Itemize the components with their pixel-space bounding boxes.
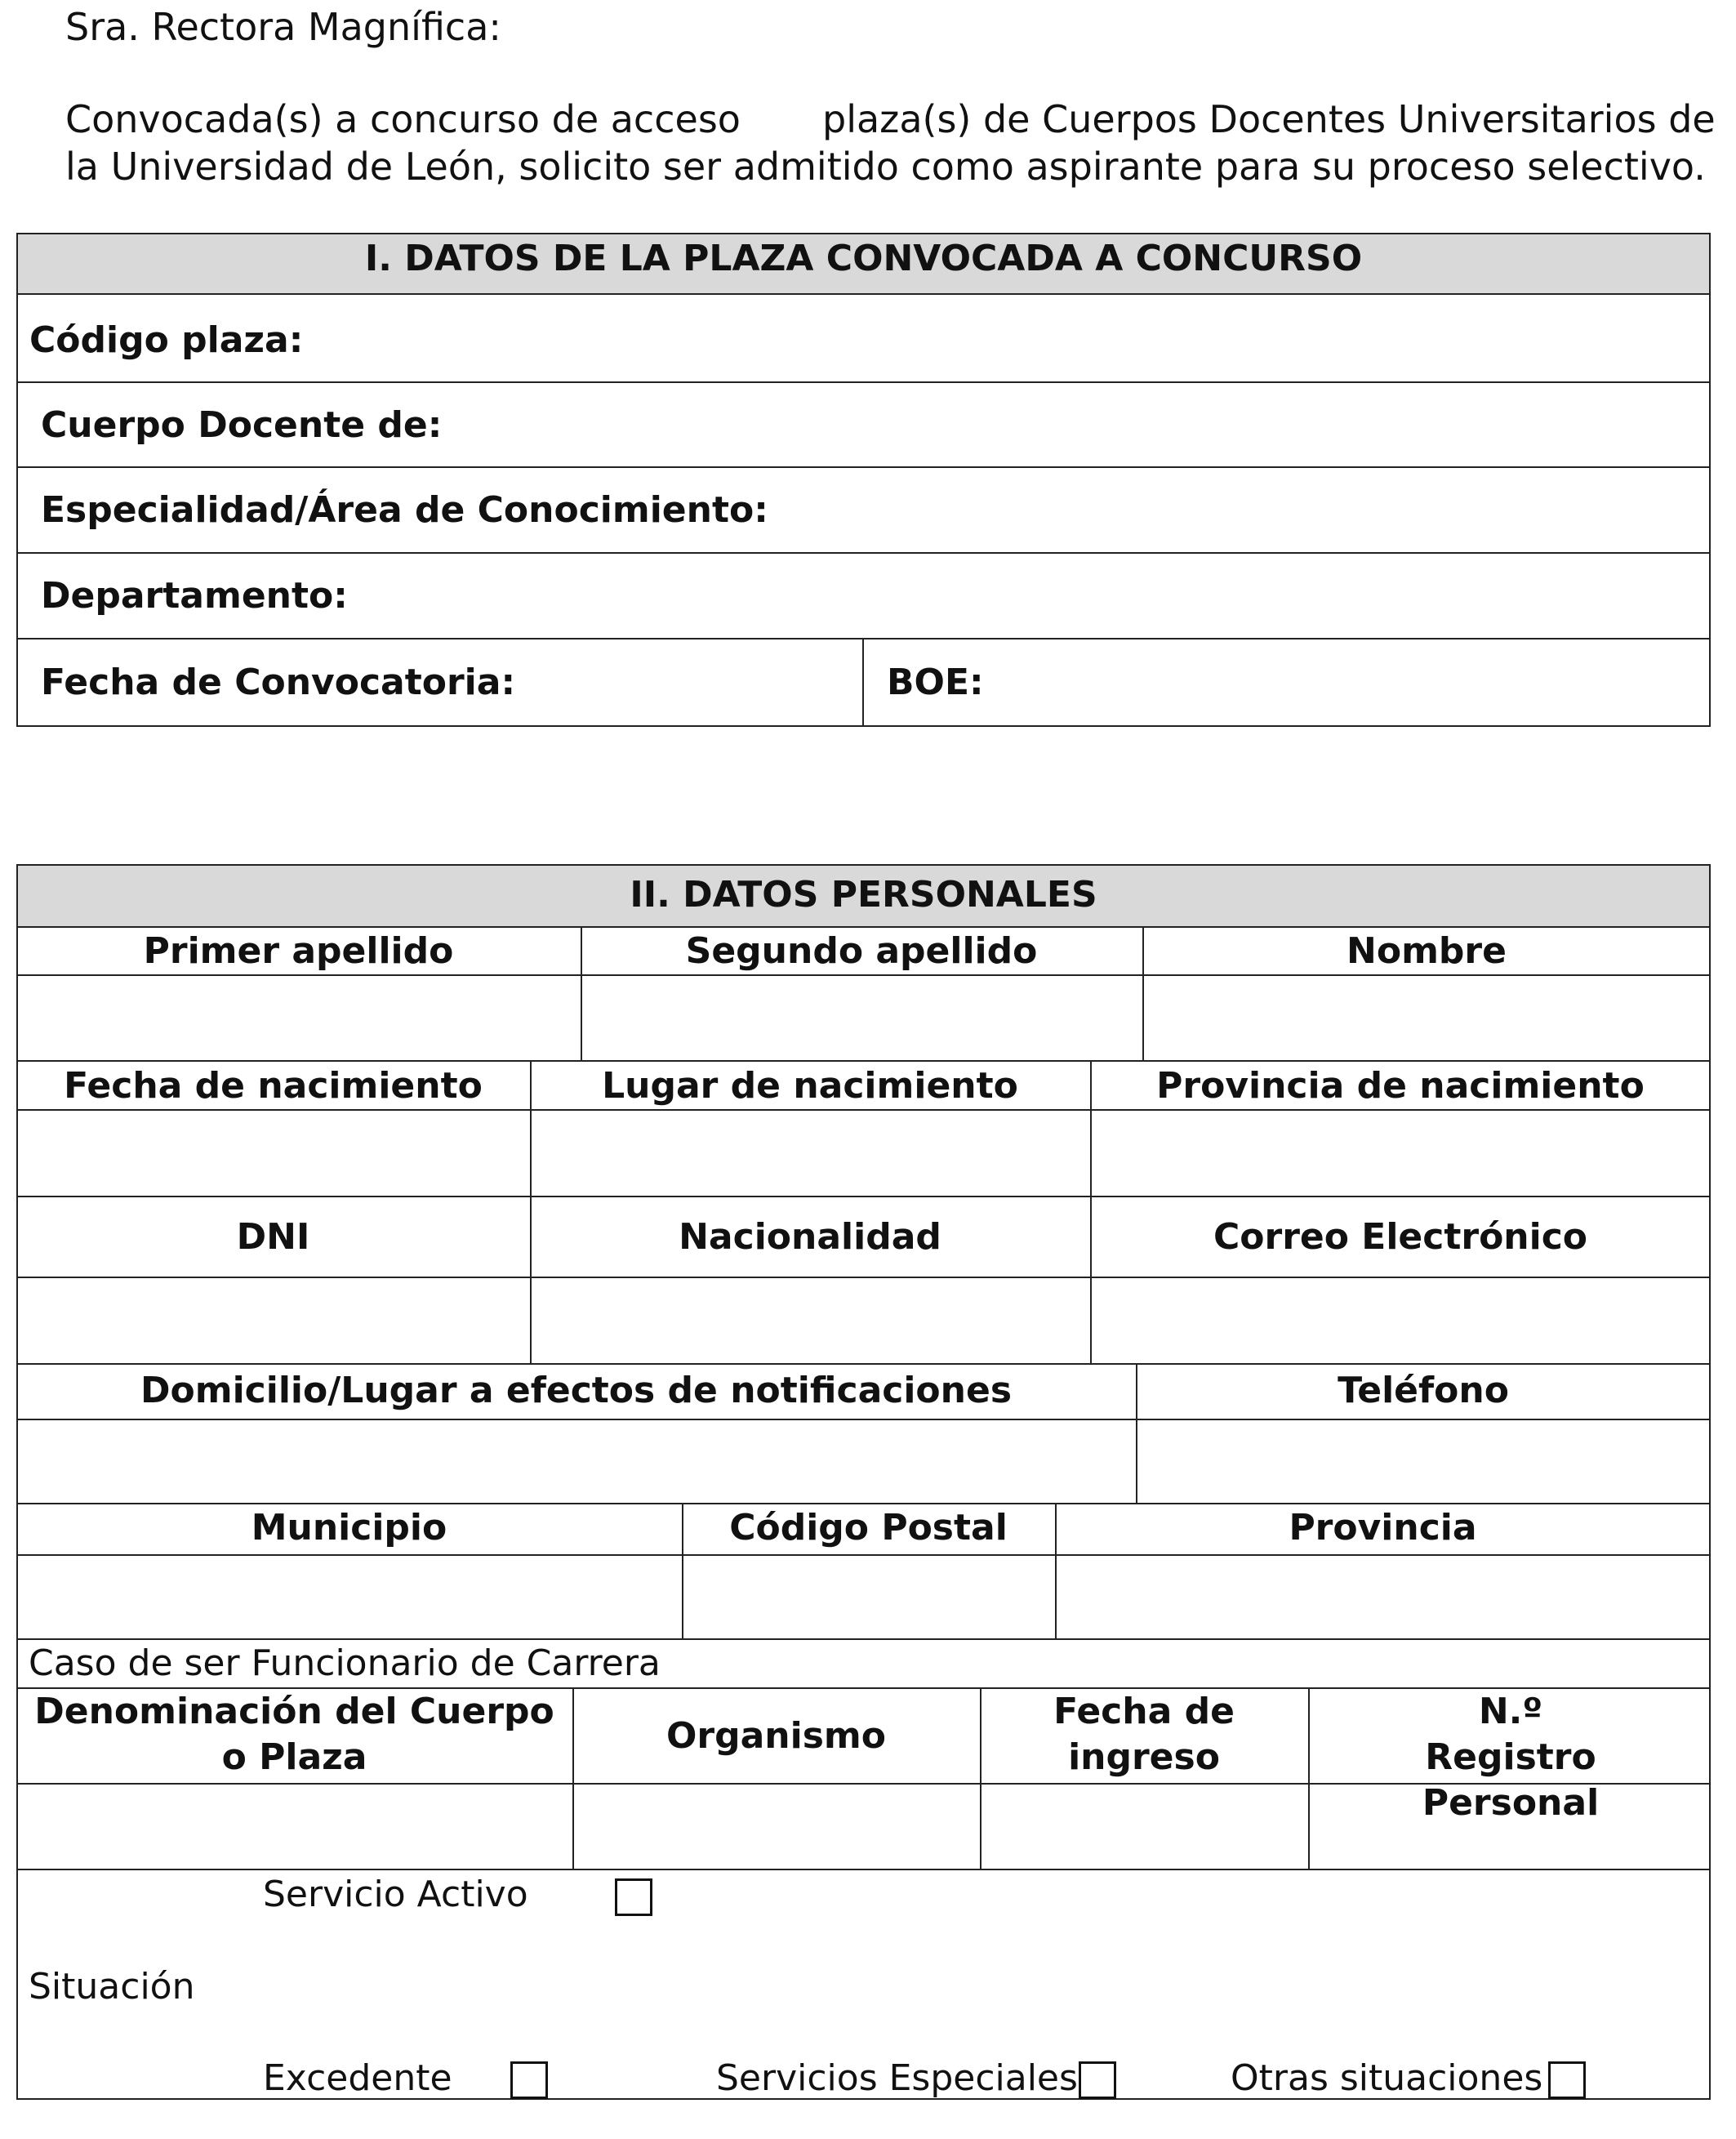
divider [16, 926, 1711, 928]
primer-apellido-input[interactable] [18, 976, 581, 1060]
divider [16, 1060, 1711, 1062]
segundo-apellido-header: Segundo apellido [685, 930, 1038, 972]
intro-line-2: la Universidad de León, solicito ser admitido como aspirante para su proceso selectivo. [65, 145, 1706, 189]
primer-apellido-header: Primer apellido [143, 930, 454, 972]
funcionario-caption: Caso de ser Funcionario de Carrera [29, 1642, 661, 1684]
divider [16, 1196, 1711, 1197]
servicio-activo-label: Servicio Activo [263, 1874, 528, 1915]
servicio-activo-checkbox[interactable] [615, 1878, 652, 1916]
organismo-header: Organismo [666, 1715, 886, 1757]
telefono-input[interactable] [1137, 1420, 1709, 1503]
codigo-plaza-label: Código plaza: [29, 319, 304, 361]
divider [16, 1503, 1711, 1504]
fecha-ingreso-header: Fecha de ingreso [1053, 1691, 1235, 1778]
departamento-field[interactable] [18, 554, 1709, 638]
section2-title: II. DATOS PERSONALES [630, 874, 1097, 916]
nacionalidad-input[interactable] [532, 1278, 1090, 1363]
divider [16, 1638, 1711, 1640]
intro-line-1a: Convocada(s) a concurso de acceso [65, 97, 741, 141]
servicios-especiales-checkbox[interactable] [1079, 2061, 1116, 2099]
segundo-apellido-input[interactable] [582, 976, 1142, 1060]
situacion-label: Situación [29, 1966, 195, 2008]
especialidad-label: Especialidad/Área de Conocimiento: [41, 489, 768, 531]
telefono-header: Teléfono [1338, 1370, 1509, 1411]
otras-situaciones-label: Otras situaciones [1231, 2057, 1543, 2099]
dni-header: DNI [236, 1216, 310, 1258]
nacionalidad-header: Nacionalidad [679, 1216, 941, 1258]
departamento-label: Departamento: [41, 575, 348, 617]
nombre-input[interactable] [1144, 976, 1709, 1060]
municipio-input[interactable] [18, 1556, 682, 1638]
fecha-nacimiento-header: Fecha de nacimiento [64, 1065, 483, 1107]
fecha-ingreso-input[interactable] [982, 1785, 1308, 1869]
lugar-nacimiento-header: Lugar de nacimiento [602, 1065, 1018, 1107]
provincia-header: Provincia [1289, 1507, 1477, 1549]
salutation: Sra. Rectora Magnífica: [65, 5, 501, 49]
dni-input[interactable] [18, 1278, 530, 1363]
section1-title: I. DATOS DE LA PLAZA CONVOCADA A CONCURSO [364, 238, 1363, 279]
intro-line-1b: plaza(s) de Cuerpos Docentes Universitarios de [822, 97, 1716, 141]
registro-personal-header: N.º Registro Personal [1422, 1691, 1600, 1824]
municipio-header: Municipio [251, 1507, 447, 1549]
excedente-label: Excedente [263, 2057, 452, 2099]
boe-field[interactable] [864, 639, 1709, 725]
provincia-nacimiento-input[interactable] [1092, 1111, 1709, 1196]
especialidad-field[interactable] [18, 468, 1709, 552]
fecha-convocatoria-label: Fecha de Convocatoria: [41, 662, 516, 703]
denominacion-cuerpo-input[interactable] [18, 1785, 572, 1869]
correo-electronico-input[interactable] [1092, 1278, 1709, 1363]
divider [16, 1363, 1711, 1365]
provincia-nacimiento-header: Provincia de nacimiento [1156, 1065, 1645, 1107]
cuerpo-docente-field[interactable] [18, 383, 1709, 466]
excedente-checkbox[interactable] [510, 2061, 548, 2099]
lugar-nacimiento-input[interactable] [532, 1111, 1090, 1196]
codigo-postal-header: Código Postal [729, 1507, 1008, 1549]
domicilio-input[interactable] [18, 1420, 1136, 1503]
fecha-convocatoria-field[interactable] [18, 639, 862, 725]
fecha-nacimiento-input[interactable] [18, 1111, 530, 1196]
denominacion-cuerpo-header: Denominación del Cuerpo o Plaza [34, 1691, 554, 1778]
provincia-input[interactable] [1057, 1556, 1709, 1638]
cuerpo-docente-label: Cuerpo Docente de: [41, 404, 443, 446]
boe-label: BOE: [887, 662, 984, 703]
otras-situaciones-checkbox[interactable] [1548, 2061, 1586, 2099]
correo-electronico-header: Correo Electrónico [1213, 1216, 1588, 1258]
domicilio-header: Domicilio/Lugar a efectos de notificaciones [140, 1370, 1013, 1411]
codigo-plaza-field[interactable] [18, 295, 1709, 381]
nombre-header: Nombre [1347, 930, 1507, 972]
codigo-postal-input[interactable] [683, 1556, 1055, 1638]
divider [16, 1869, 1711, 1870]
registro-personal-input[interactable] [1310, 1785, 1709, 1869]
organismo-input[interactable] [574, 1785, 980, 1869]
servicios-especiales-label: Servicios Especiales [716, 2057, 1078, 2099]
